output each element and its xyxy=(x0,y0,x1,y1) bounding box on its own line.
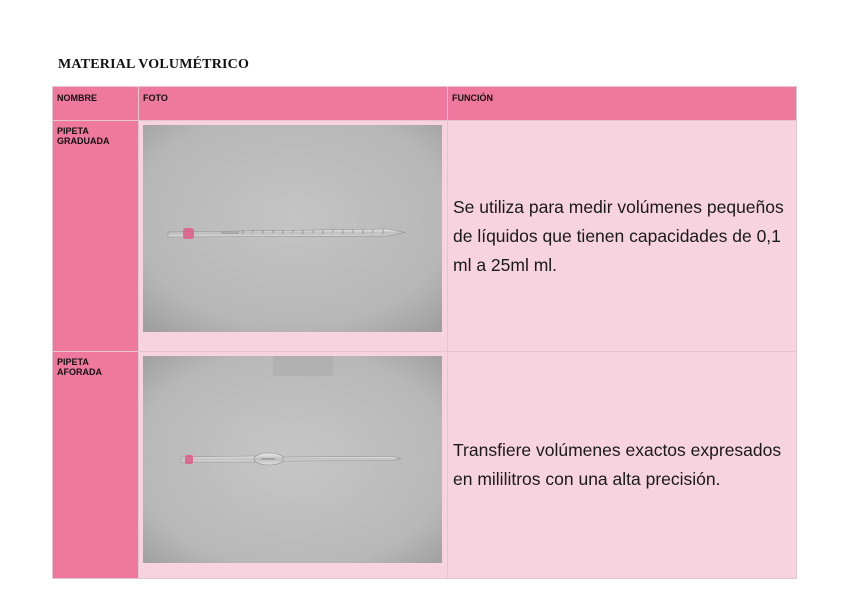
header-foto: FOTO xyxy=(139,87,448,121)
table-header-row xyxy=(53,87,797,121)
row-name: PIPETA GRADUADA xyxy=(53,121,139,352)
header-funcion: FUNCIÓN xyxy=(448,87,797,121)
row-function: Se utiliza para medir volúmenes pequeños de líquidos que tienen capacidades de 0,1 ml a 25ml ml. xyxy=(448,121,797,352)
graduated-pipette-photo xyxy=(143,125,442,332)
header-nombre: NOMBRE xyxy=(53,87,139,121)
row-photo xyxy=(139,121,448,352)
document-title: MATERIAL VOLUMÉTRICO xyxy=(58,57,250,72)
material-table xyxy=(52,86,797,579)
row-photo xyxy=(139,352,448,579)
table-row xyxy=(53,121,797,352)
volumetric-pipette-photo xyxy=(143,356,442,563)
table-row xyxy=(53,352,797,579)
row-function: Transfiere volúmenes exactos expresados en mililitros con una alta precisión. xyxy=(448,352,797,579)
row-name: PIPETA AFORADA xyxy=(53,352,139,579)
